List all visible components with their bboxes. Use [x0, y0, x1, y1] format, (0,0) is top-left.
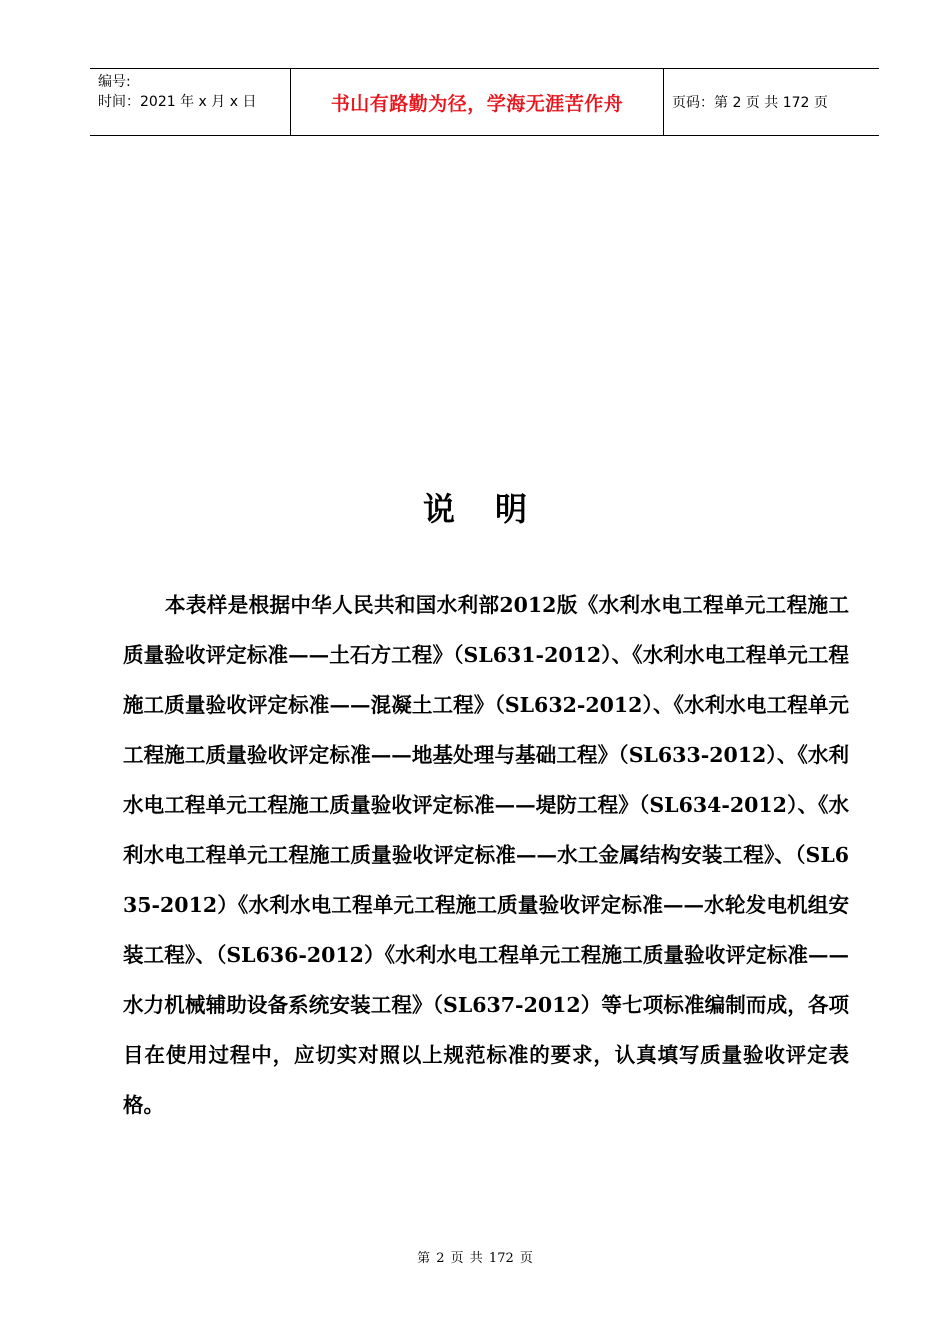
page-footer-number: 第 2 页 共 172 页 [417, 1251, 533, 1266]
document-number-label: 编号: [98, 74, 131, 90]
document-body-paragraph: 本表样是根据中华人民共和国水利部2012版《水利水电工程单元工程施工质量验收评定标准——土石方工程》（SL631-2012）、《水利水电工程单元工程施工质量验收评定标准——混凝土工程》（SL632-2012）、《水利水电工程单元工程施工质量验收评定标准——地基处理与基础工程》（SL633-2012）、《水利水电工程单元工程施工质量验收评定标准——堤防工程》（SL634-2012）、《水利水电工程单元工程施工质量验收评定标准——水工金属结构安装工程》、（SL635-2012）《水利水电工程单元工程施工质量验收评定标准——水轮发电机组安装工程》、（SL636-2012）《水利水电工程单元工程施工质量验收评定标准——水力机械辅助设备系统安装工程》（SL637-2012）等七项标准编制而成，各项目在使用过程中，应切实对照以上规范标准的要求，认真填写质量验收评定表格。 [123, 593, 849, 1117]
header-page-label: 页码：第 2 页 共 172 页 [672, 95, 828, 111]
header-motto-cell [291, 69, 664, 135]
page-header [90, 68, 879, 136]
document-title: 说明 [422, 490, 567, 528]
header-motto: 书山有路勤为径，学海无涯苦作舟 [330, 92, 624, 115]
header-meta-cell [90, 69, 291, 135]
document-date-label: 时间：2021 年 x 月 x 日 [98, 94, 257, 110]
header-page-cell [664, 69, 879, 135]
